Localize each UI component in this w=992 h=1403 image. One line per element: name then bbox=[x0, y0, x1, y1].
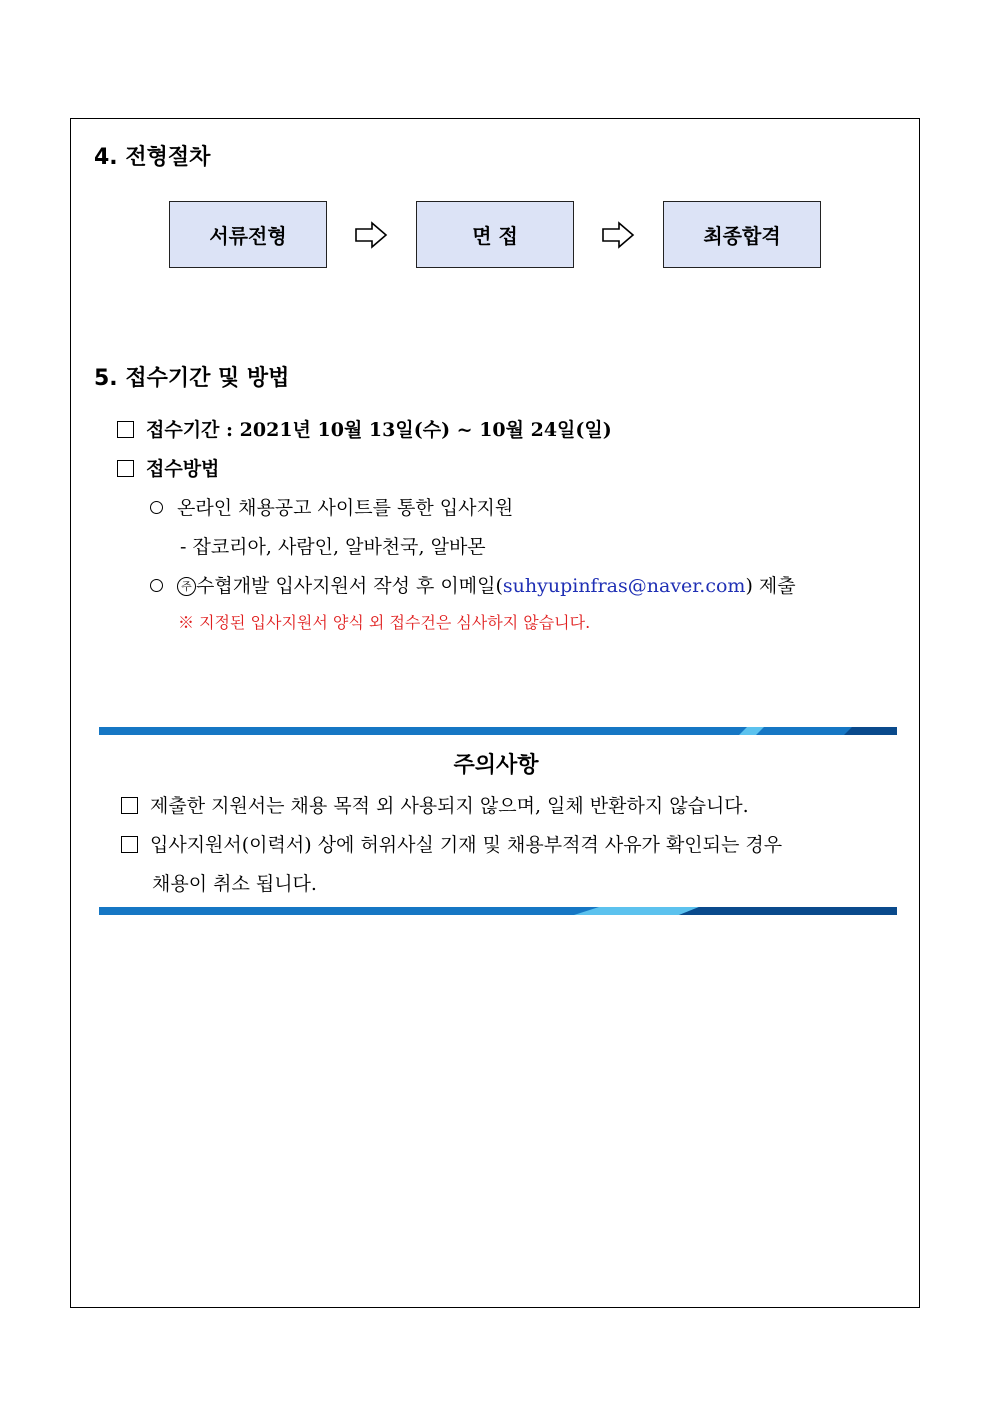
period-label: 접수기간 : bbox=[146, 419, 240, 441]
circle-bullet-icon bbox=[150, 579, 163, 592]
top-decorative-band bbox=[99, 727, 897, 735]
step-final-pass: 최종합격 bbox=[663, 201, 821, 268]
section5-title: 5. 접수기간 및 방법 bbox=[94, 366, 290, 391]
notice-item-1-text: 제출한 지원서는 채용 목적 외 사용되지 않으며, 일체 반환하지 않습니다. bbox=[150, 795, 749, 817]
step-document-screening: 서류전형 bbox=[169, 201, 327, 268]
method-email-suffix: ) 제출 bbox=[745, 575, 796, 597]
checkbox-icon bbox=[121, 797, 138, 814]
warning-note: ※ 지정된 입사지원서 양식 외 접수건은 심사하지 않습니다. bbox=[178, 613, 591, 632]
hollow-right-arrow-icon bbox=[354, 220, 388, 250]
section4-title: 4. 전형절차 bbox=[94, 145, 211, 170]
circle-bullet-icon bbox=[150, 501, 163, 514]
method-online-sites: - 잡코리아, 사람인, 알바천국, 알바몬 bbox=[180, 536, 486, 558]
email-address[interactable]: suhyupinfras@naver.com bbox=[502, 575, 746, 597]
bottom-decorative-band bbox=[99, 907, 897, 915]
notice-item-2-text: 입사지원서(이력서) 상에 허위사실 기재 및 채용부적격 사유가 확인되는 경우 bbox=[150, 834, 783, 856]
notice-item-1 bbox=[121, 791, 749, 818]
method-email-prefix: 수협개발 입사지원서 작성 후 이메일( bbox=[196, 575, 503, 597]
method-online bbox=[150, 493, 513, 520]
step-interview: 면 접 bbox=[416, 201, 574, 268]
company-mark: 주 bbox=[177, 577, 196, 596]
application-method bbox=[117, 454, 219, 481]
notice-item-2-continued: 채용이 취소 됩니다. bbox=[152, 873, 317, 895]
checkbox-icon bbox=[117, 421, 134, 438]
notice-title: 주의사항 bbox=[453, 753, 539, 778]
method-email bbox=[150, 571, 796, 598]
period-value: 2021년 10월 13일(수) ~ 10월 24일(일) bbox=[239, 419, 612, 441]
method-online-text: 온라인 채용공고 사이트를 통한 입사지원 bbox=[177, 497, 514, 519]
method-label: 접수방법 bbox=[146, 458, 220, 480]
checkbox-icon bbox=[117, 460, 134, 477]
hollow-right-arrow-icon bbox=[601, 220, 635, 250]
page-frame bbox=[70, 118, 920, 1308]
notice-item-2 bbox=[121, 830, 782, 857]
application-period bbox=[117, 415, 612, 442]
checkbox-icon bbox=[121, 836, 138, 853]
